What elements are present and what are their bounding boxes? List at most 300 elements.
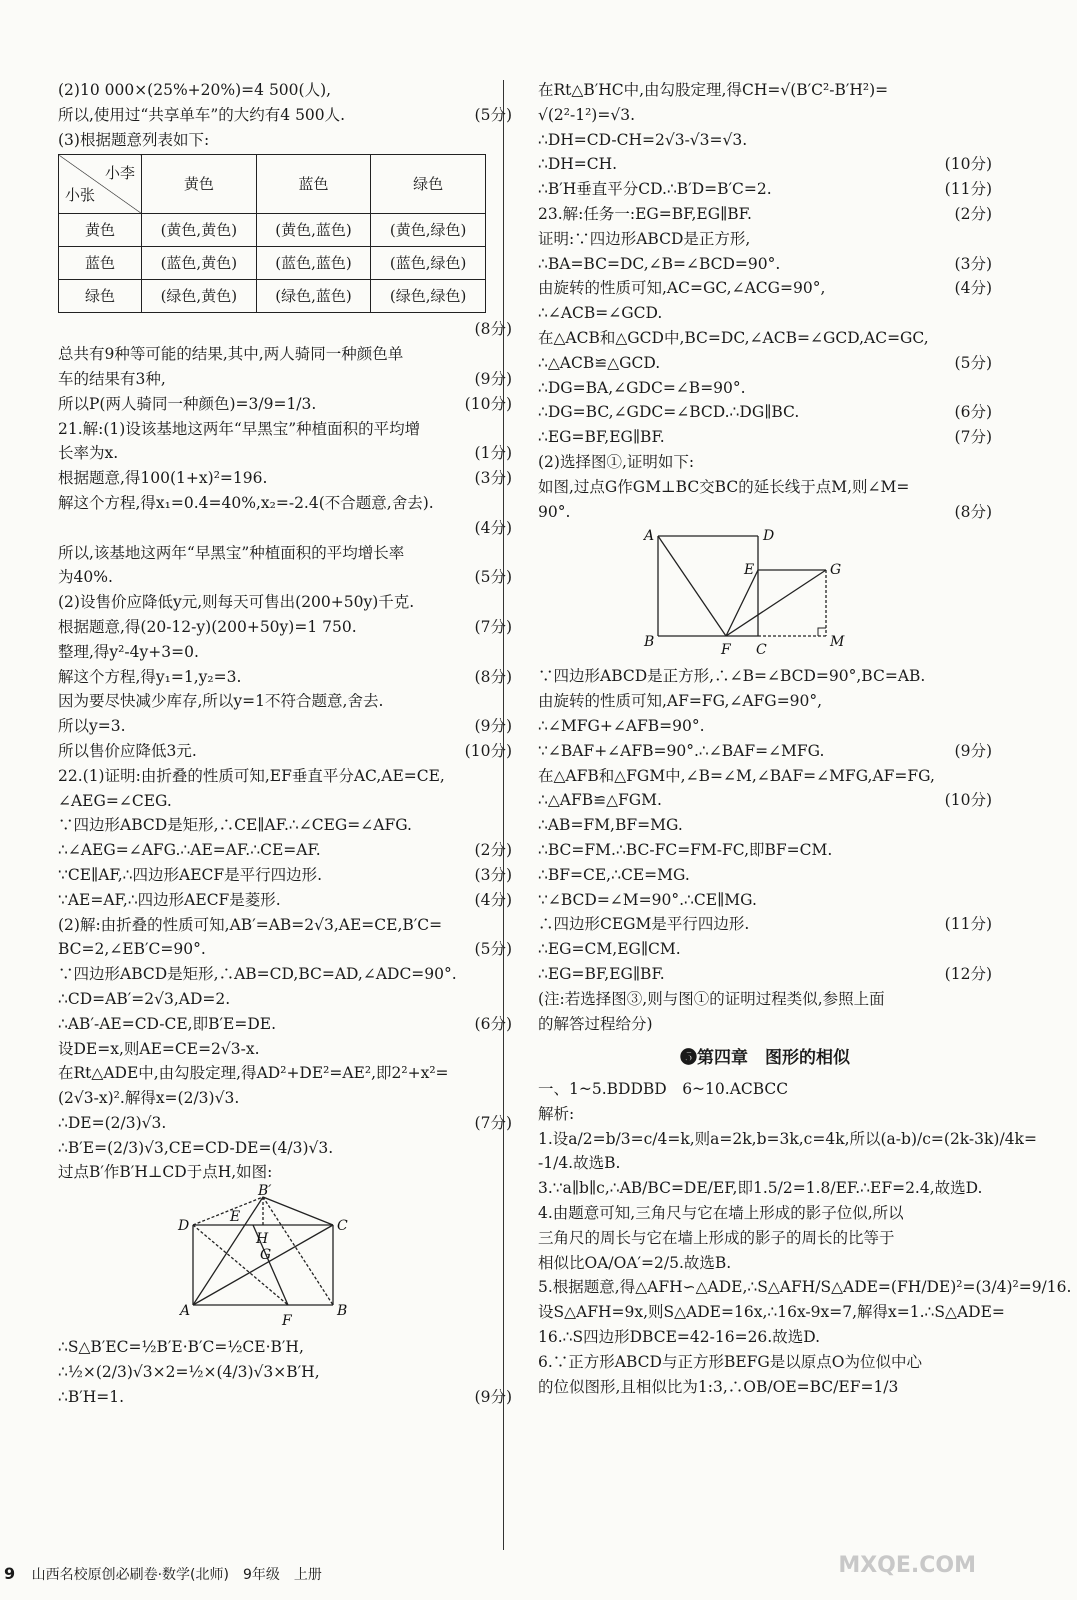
score-label [506,1335,512,1360]
score-label [986,1325,992,1350]
score-label: (12分) [944,964,992,983]
score-label [986,450,992,475]
score-label [986,1102,992,1127]
line-text: 设S△AFH=9x,则S△ADE=16x,∴16x-9x=7,解得x=1.∴S△ADE= [538,1303,1005,1322]
score-label [986,1226,992,1251]
right-text-mid [538,664,992,1036]
score-label [986,1012,992,1037]
text-line [538,1226,992,1251]
text-line [58,1160,512,1185]
line-text: (2)选择图①,证明如下: [538,452,695,471]
score-label: (8分) [474,320,512,339]
left-text-top [58,78,512,152]
text-line [58,987,512,1012]
line-text: 所以售价应降低3元. [58,741,197,760]
score-label [506,78,512,103]
line-text: 长率为x. [58,444,119,463]
text-line [58,714,512,739]
label-e: E [744,562,755,579]
line-text: ∴B′H垂直平分CD.∴B′D=B′C=2. [538,180,772,199]
text-line [538,326,992,351]
score-label [506,1037,512,1062]
text-line [538,1375,992,1400]
score-label [506,1160,512,1185]
line-text: 由旋转的性质可知,AF=FG,∠AFG=90°, [538,692,823,711]
line-text: ∴四边形CEGM是平行四边形. [538,915,750,934]
line-text: ∴△ACB≌△GCD. [538,353,661,372]
line-text: ∵AE=AF,∴四边形AECF是菱形. [58,890,281,909]
text-line [58,665,512,690]
score-label [986,813,992,838]
text-line [58,1012,512,1037]
text-line [538,788,992,813]
text-line [538,227,992,252]
line-text: 为40%. [58,568,113,587]
score-label [986,838,992,863]
text-line [58,1111,512,1136]
line-text: ∴CD=AB′=2√3,AD=2. [58,989,231,1008]
score-label [506,962,512,987]
square-rotation-figure [538,524,992,664]
score-label [986,128,992,153]
page-number: 9 [4,1564,16,1583]
label-d: D [178,1218,190,1235]
text-line [538,912,992,937]
text-line [538,252,992,277]
table-row [59,247,486,280]
label-m: M [830,634,845,651]
text-line [58,615,512,640]
table-cell: (黄色,蓝色) [256,214,371,247]
line-text: ∴DH=CH. [538,155,618,174]
color-table [58,154,486,313]
table-cell: 蓝色 [59,247,142,280]
score-label: (3分) [954,254,992,273]
score-label [986,1375,992,1400]
score-label [506,417,512,442]
score-label: (11分) [944,180,992,199]
line-text: ∴AB=FM,BF=MG. [538,816,683,835]
text-line [58,813,512,838]
chapter-heading: ❺第四章 图形的相似 [680,1048,850,1069]
line-text: (2√3-x)².解得x=(2/3)√3. [58,1089,240,1108]
line-text: 16.∴S四边形DBCE=42-16=26.故选D. [538,1328,821,1347]
table-cell: (绿色,黄色) [142,280,257,313]
text-line [58,1136,512,1161]
line-text: 一、1~5.BDDBD 6~10.ACBCC [538,1080,789,1099]
label-c: C [756,642,767,659]
label-g: G [260,1247,272,1264]
label-d: D [763,528,775,545]
line-text: ∴AB′-AE=CD-CE,即B′E=DE. [58,1014,276,1033]
score-label [986,764,992,789]
score-label: (1分) [474,444,512,463]
text-line [538,475,992,500]
line-text: ∵四边形ABCD是正方形,∴∠B=∠BCD=90°,BC=AB. [538,667,926,686]
score-label [986,227,992,252]
right-text-bottom [538,1077,1072,1399]
score-label [986,1151,992,1176]
line-text: 解这个方程,得y₁=1,y₂=3. [58,667,242,686]
score-label [506,128,512,153]
line-text: 21.解:(1)设该基地这两年“早黑宝”种植面积的平均增 [58,419,421,438]
text-line [538,1102,992,1127]
line-text: 由旋转的性质可知,AC=GC,∠ACG=90°, [538,279,826,298]
label-a: A [180,1303,191,1320]
score-label: (3分) [474,865,512,884]
text-line [538,838,992,863]
text-line [538,152,992,177]
score-label: (6分) [474,1014,512,1033]
line-text: ∴DG=BA,∠GDC=∠B=90°. [538,378,746,397]
text-line [58,937,512,962]
text-line [538,1201,992,1226]
line-text: 22.(1)证明:由折叠的性质可知,EF垂直平分AC,AE=CE, [58,766,445,785]
text-line [538,664,992,689]
text-line [58,541,512,566]
score-label: (4分) [474,890,512,909]
score-label [1037,1127,1043,1152]
text-line [58,441,512,466]
score-label [986,1350,992,1375]
score-label [506,789,512,814]
text-line [538,400,992,425]
score-label: (9分) [474,717,512,736]
line-text: √(2²-1²)=√3. [538,105,636,124]
line-text: ∴B′E=(2/3)√3,CE=CD-DE=(4/3)√3. [58,1138,334,1157]
score-label: (5分) [474,105,512,124]
score-label: (11分) [944,915,992,934]
corner-label-bottom: 小张 [65,185,96,204]
text-line [538,962,992,987]
score-label: (10分) [464,394,512,413]
text-line [538,1251,992,1276]
line-text: 所以,该基地这两年“早黑宝”种植面积的平均增长率 [58,543,405,562]
line-text: 根据题意,得(20-12-y)(200+50y)=1 750. [58,617,357,636]
score-label [986,1176,992,1201]
text-line [538,1176,992,1201]
text-line [538,987,992,1012]
text-line [538,103,992,128]
table-cell: (蓝色,绿色) [371,247,486,280]
table-cell: (蓝色,蓝色) [256,247,371,280]
table-header: 绿色 [371,155,486,214]
label-g: G [830,562,842,579]
score-label [506,813,512,838]
line-text: 解这个方程,得x₁=0.4=40%,x₂=-2.4(不合题意,舍去). [58,493,434,512]
score-label: (6分) [954,403,992,422]
score-label [506,1086,512,1111]
score-label [986,937,992,962]
label-b-prime: B′ [258,1183,272,1200]
score-label [506,913,512,938]
score-label [506,541,512,566]
text-line [58,1061,512,1086]
score-label: (8分) [474,667,512,686]
table-row [59,280,486,313]
right-text-top [538,78,992,524]
text-line [58,888,512,913]
line-text: 的位似图形,且相似比为1:3,∴OB/OE=BC/EF=1/3 [538,1377,899,1396]
score-label: (9分) [474,1387,512,1406]
line-text: 在△ACB和△GCD中,BC=DC,∠ACB=∠GCD,AC=GC, [538,328,929,347]
line-text: (2)设售价应降低y元,则每天可售出(200+50y)千克. [58,593,415,612]
score-label [986,301,992,326]
score-label [506,590,512,615]
line-text: ∵∠BAF+∠AFB=90°.∴∠BAF=∠MFG. [538,741,825,760]
score-label [986,863,992,888]
line-text: 在Rt△ADE中,由勾股定理,得AD²+DE²=AE²,即2²+x²= [58,1064,449,1083]
score-label [506,342,512,367]
score-label [1005,1300,1011,1325]
text-line [58,689,512,714]
text-line [58,1360,512,1385]
score-label [986,1251,992,1276]
line-text: -1/4.故选B. [538,1154,621,1173]
score-label [506,640,512,665]
line-text: 过点B′作B′H⊥CD于点H,如图: [58,1163,273,1182]
line-text: ∵∠BCD=∠M=90°.∴CE∥MG. [538,890,757,909]
score-label [986,689,992,714]
table-cell: 绿色 [59,280,142,313]
score-label [986,326,992,351]
text-line [538,1077,992,1102]
score-label: (10分) [464,741,512,760]
score-label: (7分) [474,617,512,636]
table-cell: (蓝色,黄色) [142,247,257,280]
text-line [58,590,512,615]
score-label: (5分) [474,940,512,959]
line-text: ∴½×(2/3)√3×2=½×(4/3)√3×B′H, [58,1363,320,1382]
line-text: 三角尺的周长与它在墙上形成的影子的周长的比等于 [538,1228,895,1247]
text-line [538,714,992,739]
line-text: ∴B′H=1. [58,1387,125,1406]
text-line [58,1037,512,1062]
label-h: H [256,1231,269,1248]
label-b: B [644,634,655,651]
table-header: 黄色 [142,155,257,214]
score-label [506,1061,512,1086]
line-text: ∵CE∥AF,∴四边形AECF是平行四边形. [58,865,323,884]
score-label [986,1201,992,1226]
score-label: (7分) [474,1113,512,1132]
score-label [986,987,992,1012]
page-footer [4,1564,322,1584]
text-line [538,450,992,475]
text-line [538,425,992,450]
line-text: 1.设a/2=b/3=c/4=k,则a=2k,b=3k,c=4k,所以(a-b)/c=(2k-3k)/4k= [538,1129,1037,1148]
left-text-bottom [58,1335,512,1409]
line-text: ∵四边形ABCD是矩形,∴CE∥AF.∴∠CEG=∠AFG. [58,816,412,835]
line-text: 在Rt△B′HC中,由勾股定理,得CH=√(B′C²-B′H²)= [538,81,889,99]
text-line [58,491,512,516]
text-line [58,342,512,367]
line-text: (3)根据题意列表如下: [58,130,210,149]
table-cell: (绿色,绿色) [371,280,486,313]
line-text: 如图,过点G作GM⊥BC交BC的延长线于点M,则∠M= [538,477,910,496]
label-f: F [282,1313,292,1330]
text-line [538,1151,992,1176]
line-text: (2)解:由折叠的性质可知,AB′=AB=2√3,AE=CE,B′C= [58,915,443,934]
line-text: ∴△AFB≌△FGM. [538,791,662,810]
table-cell: (黄色,绿色) [371,214,486,247]
text-line [538,301,992,326]
text-line [538,1350,992,1375]
text-line [538,888,992,913]
text-line [58,838,512,863]
score-label [986,475,992,500]
text-line [58,128,512,153]
text-line [538,1012,992,1037]
score-label: (5分) [954,353,992,372]
text-line [58,1086,512,1111]
score-label [986,664,992,689]
text-line [58,78,512,103]
line-text: ∴∠ACB=∠GCD. [538,304,663,323]
text-line [58,317,512,342]
text-line [58,640,512,665]
line-text: ∴BA=BC=DC,∠B=∠BCD=90°. [538,254,781,273]
label-f: F [721,642,731,659]
line-text: 车的结果有3种, [58,369,166,388]
label-c: C [337,1218,348,1235]
table-corner-cell [59,155,142,214]
text-line [538,739,992,764]
left-column [58,78,512,1410]
line-text: 因为要尽快减少库存,所以y=1不符合题意,舍去. [58,692,384,711]
score-label: (2分) [954,204,992,223]
line-text: 所以,使用过“共享单车”的大约有4 500人. [58,105,346,124]
line-text: ∴∠AEG=∠AFG.∴AE=AF.∴CE=AF. [58,841,321,860]
text-line [538,376,992,401]
text-line [538,128,992,153]
line-text: 所以P(两人骑同一种颜色)=3/9=1/3. [58,394,317,413]
text-line [538,202,992,227]
line-text: ∴S△B′EC=½B′E·B′C=½CE·B′H, [58,1338,304,1357]
table-cell: 黄色 [59,214,142,247]
line-text: 4.由题意可知,三角尺与它在墙上形成的影子位似,所以 [538,1204,904,1223]
table-cell: (绿色,蓝色) [256,280,371,313]
corner-label-top: 小李 [104,164,135,183]
text-line [538,276,992,301]
label-e: E [230,1209,241,1226]
text-line [538,1275,1072,1300]
text-line [538,813,992,838]
line-text: ∴∠MFG+∠AFB=90°. [538,716,705,735]
score-label [506,491,512,516]
text-line [538,78,992,103]
text-line [538,689,992,714]
text-line [58,1335,512,1360]
score-label [986,376,992,401]
score-label [1071,1275,1077,1300]
score-label [506,689,512,714]
line-text: (2)10 000×(25%+20%)=4 500(人), [58,81,332,99]
line-text: ∴EG=BF,EG∥BF. [538,428,665,447]
score-label [986,714,992,739]
text-line [58,367,512,392]
score-label: (10分) [944,791,992,810]
line-text: ∴BF=CE,∴CE=MG. [538,865,690,884]
text-line [538,351,992,376]
line-text: 90°. [538,502,571,521]
rectangle-fold-figure [58,1185,512,1335]
score-label: (5分) [474,568,512,587]
line-text [58,317,469,342]
line-text: ∴BC=FM.∴BC-FC=FM-FC,即BF=CM. [538,840,833,859]
line-text: 所以y=3. [58,717,126,736]
line-text: 在△AFB和△FGM中,∠B=∠M,∠BAF=∠MFG,AF=FG, [538,766,935,785]
score-label: (8分) [954,502,992,521]
score-label: (9分) [474,369,512,388]
text-line [58,565,512,590]
line-text: 设DE=x,则AE=CE=2√3-x. [58,1039,260,1058]
line-text: 的解答过程给分) [538,1014,653,1033]
text-line [538,500,992,525]
text-line [538,937,992,962]
line-text: ∴EG=CM,EG∥CM. [538,940,681,959]
table-row [59,214,486,247]
score-label: (4分) [474,518,512,537]
score-label [506,764,512,789]
score-label: (7分) [954,428,992,447]
text-line [538,863,992,888]
label-b: B [337,1303,348,1320]
text-line [538,1300,1005,1325]
line-text: ∴DH=CD-CH=2√3-√3=√3. [538,130,748,149]
text-line [58,789,512,814]
line-text: 23.解:任务一:EG=BF,EG∥BF. [538,204,752,223]
text-line [58,764,512,789]
table-cell: (黄色,黄色) [142,214,257,247]
text-line [538,1325,992,1350]
table-header: 蓝色 [256,155,371,214]
score-label [986,1077,992,1102]
text-line [58,1385,512,1410]
score-label [506,1136,512,1161]
line-text: (注:若选择图③,则与图①的证明过程类似,参照上面 [538,989,885,1008]
text-line [538,177,992,202]
line-text: 相似比OA/OA′=2/5.故选B. [538,1253,732,1272]
line-text: BC=2,∠EB′C=90°. [58,940,206,959]
line-text: 整理,得y²-4y+3=0. [58,642,199,661]
line-text: 根据题意,得100(1+x)²=196. [58,469,268,488]
text-line [58,962,512,987]
text-line [538,1127,1037,1152]
score-label: (4分) [954,279,992,298]
score-label: (2分) [474,841,512,860]
line-text: ∴EG=BF,EG∥BF. [538,964,665,983]
score-label [986,103,992,128]
line-text: 6.∵正方形ABCD与正方形BEFG是以原点O为位似中心 [538,1352,922,1371]
score-label: (3分) [474,469,512,488]
line-text: ∴DE=(2/3)√3. [58,1113,167,1132]
text-line [58,913,512,938]
label-a: A [644,528,655,545]
text-line [538,764,992,789]
line-text: 解析: [538,1104,575,1123]
score-label [986,78,992,103]
line-text: 证明:∵四边形ABCD是正方形, [538,229,751,248]
line-text: 总共有9种等可能的结果,其中,两人骑同一种颜色单 [58,345,404,364]
line-text: 3.∵a∥b∥c,∴AB/BC=DE/EF,即1.5/2=1.8/EF.∴EF=2.4,故选D. [538,1179,983,1198]
score-label [506,987,512,1012]
text-line [58,739,512,764]
text-line [58,417,512,442]
text-line [58,466,512,491]
text-line [58,863,512,888]
line-text [58,516,469,541]
